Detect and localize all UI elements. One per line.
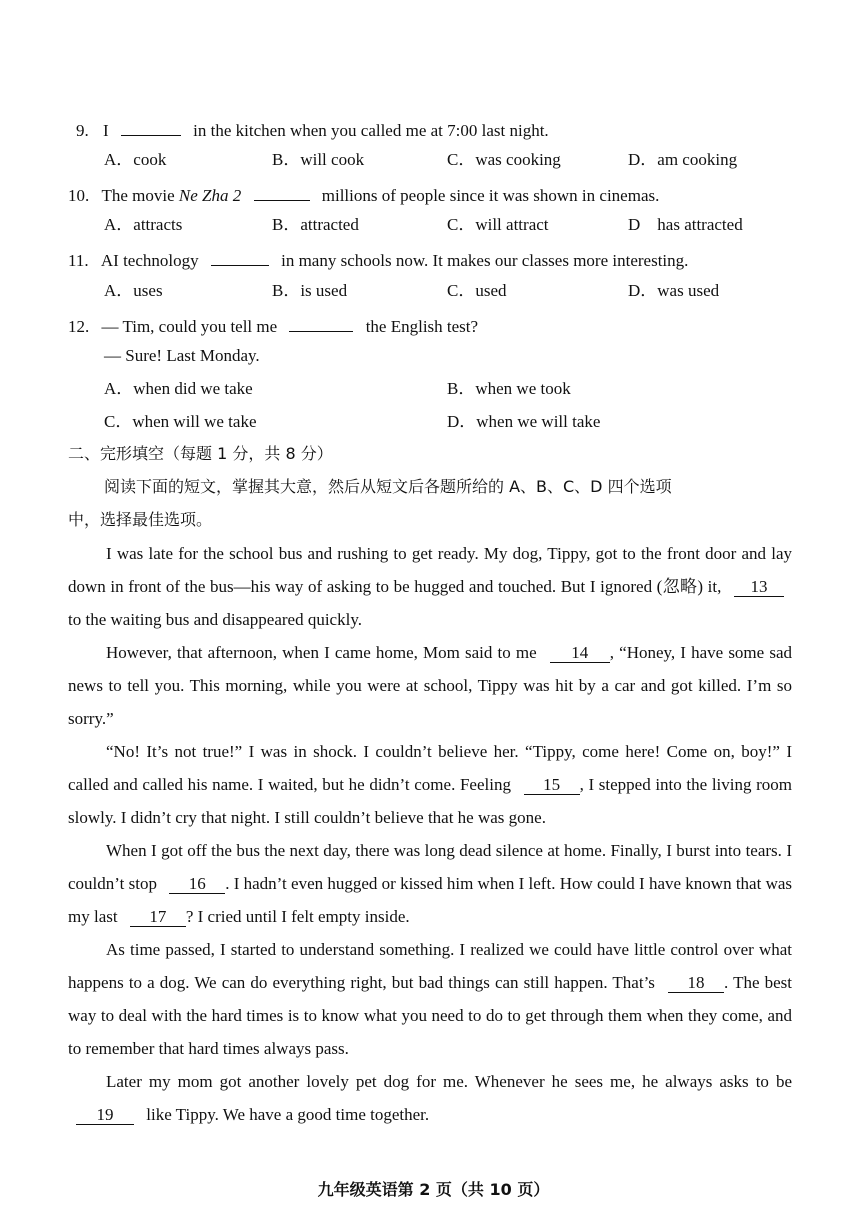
- section-instruction: 阅读下面的短文，掌握其大意，然后从短文后各题所给的 A、B、C、D 四个选项: [104, 477, 672, 496]
- paragraph-text: . The best way to deal with the hard times is to know what you need to do to get through them when they come, and to remember that hard times always pass.: [68, 973, 793, 1058]
- cloze-blank-17[interactable]: 17: [130, 908, 186, 927]
- question-11: [68, 247, 688, 272]
- passage-paragraph-6: [68, 1065, 792, 1131]
- option-d[interactable]: D．am cooking: [628, 150, 738, 169]
- paragraph-text: ? I cried until I felt empty inside.: [185, 907, 410, 926]
- passage-paragraph-4: [68, 834, 792, 933]
- cloze-blank-18[interactable]: 18: [668, 974, 724, 993]
- question-number: 10.: [68, 186, 90, 205]
- question-number: 9.: [76, 121, 89, 140]
- question-number: 12.: [68, 317, 90, 336]
- option-b[interactable]: B．will cook: [272, 150, 365, 169]
- option-a[interactable]: A．when did we take: [104, 379, 253, 398]
- question-text-post: in the kitchen when you called me at 7:00 last night.: [193, 121, 549, 140]
- dialogue-reply: — Sure! Last Monday.: [104, 346, 260, 365]
- option-a[interactable]: A．uses: [104, 281, 163, 300]
- answer-blank[interactable]: [121, 117, 181, 136]
- option-b[interactable]: B．when we took: [447, 379, 571, 398]
- passage-paragraph-1: [68, 537, 792, 636]
- cloze-blank-19[interactable]: 19: [76, 1106, 134, 1125]
- cloze-blank-14[interactable]: 14: [550, 644, 610, 663]
- question-text-pre: — Tim, could you tell me: [101, 317, 278, 336]
- paragraph-text: “No! It’s not true!” I was in shock. I couldn’t believe her. “Tippy, come here! Come on, boy!” I called and called his name. I waited, but he didn’t come. Feeling: [68, 742, 792, 794]
- cloze-blank-15[interactable]: 15: [524, 776, 580, 795]
- option-a[interactable]: A．cook: [104, 150, 167, 169]
- question-9: [76, 117, 549, 142]
- answer-blank[interactable]: [211, 247, 269, 266]
- passage-paragraph-3: [68, 735, 792, 834]
- option-a[interactable]: A．attracts: [104, 215, 183, 234]
- option-b[interactable]: B．attracted: [272, 215, 359, 234]
- movie-title: Ne Zha 2: [178, 186, 242, 205]
- answer-blank[interactable]: [289, 313, 353, 332]
- option-b[interactable]: B．is used: [272, 281, 348, 300]
- paragraph-text: As time passed, I started to understand something. I realized we could have little control over what happens to a dog. We can do everything right, but bad things can still happen. That’s: [68, 940, 792, 992]
- cloze-blank-16[interactable]: 16: [169, 875, 225, 894]
- question-text-pre: AI technology: [100, 251, 199, 270]
- paragraph-text: , “Honey, I have some sad news to tell you. This morning, while you were at school, Tippy was hit by a car and got killed. I’m so sorry.”: [68, 643, 792, 728]
- cloze-blank-13[interactable]: 13: [734, 578, 784, 597]
- paragraph-text: . I hadn’t even hugged or kissed him when I left. How could I have known that was my last: [68, 874, 793, 926]
- paragraph-text: When I got off the bus the next day, there was long dead silence at home. Finally, I burst into tears. I couldn’t stop: [68, 841, 792, 893]
- paragraph-text: Later my mom got another lovely pet dog for me. Whenever he sees me, he always asks to be: [106, 1072, 792, 1091]
- option-c[interactable]: C．was cooking: [447, 150, 561, 169]
- option-c[interactable]: C．will attract: [447, 215, 549, 234]
- paragraph-text: to the waiting bus and disappeared quickly.: [68, 610, 362, 629]
- question-text-pre: I: [103, 121, 109, 140]
- question-text-post: the English test?: [365, 317, 479, 336]
- option-d[interactable]: D．when we will take: [447, 412, 601, 431]
- option-c[interactable]: C．used: [447, 281, 507, 300]
- passage-paragraph-5: [68, 933, 792, 1065]
- passage-paragraph-2: [68, 636, 792, 735]
- option-d[interactable]: D．was used: [628, 281, 720, 300]
- section-instruction-cont: 中，选择最佳选项。: [68, 510, 213, 529]
- question-10: [68, 182, 659, 207]
- answer-blank[interactable]: [254, 182, 310, 201]
- option-c[interactable]: C．when will we take: [104, 412, 257, 431]
- paragraph-text: I was late for the school bus and rushing to get ready. My dog, Tippy, got to the front door and lay down in front of the bus—his way of asking to be hugged and touched. But I ignored (忽略) it,: [68, 544, 792, 596]
- paragraph-text: like Tippy. We have a good time together.: [146, 1105, 430, 1124]
- paragraph-text: However, that afternoon, when I came home, Mom said to me: [106, 643, 537, 662]
- paragraph-text: , I stepped into the living room slowly. I didn’t cry that night. I still couldn’t believe that he was gone.: [68, 775, 793, 827]
- question-text-post: millions of people since it was shown in cinemas.: [321, 186, 660, 205]
- question-text-pre: The movie: [101, 186, 175, 205]
- question-text-post: in many schools now. It makes our classes more interesting.: [281, 251, 689, 270]
- option-d[interactable]: D has attracted: [628, 215, 743, 234]
- question-12: [68, 313, 478, 338]
- section-heading: 二、完形填空（每题 1 分，共 8 分）: [68, 444, 333, 463]
- page-footer: 九年级英语第 2 页（共 10 页）: [317, 1180, 550, 1199]
- question-number: 11.: [68, 251, 89, 270]
